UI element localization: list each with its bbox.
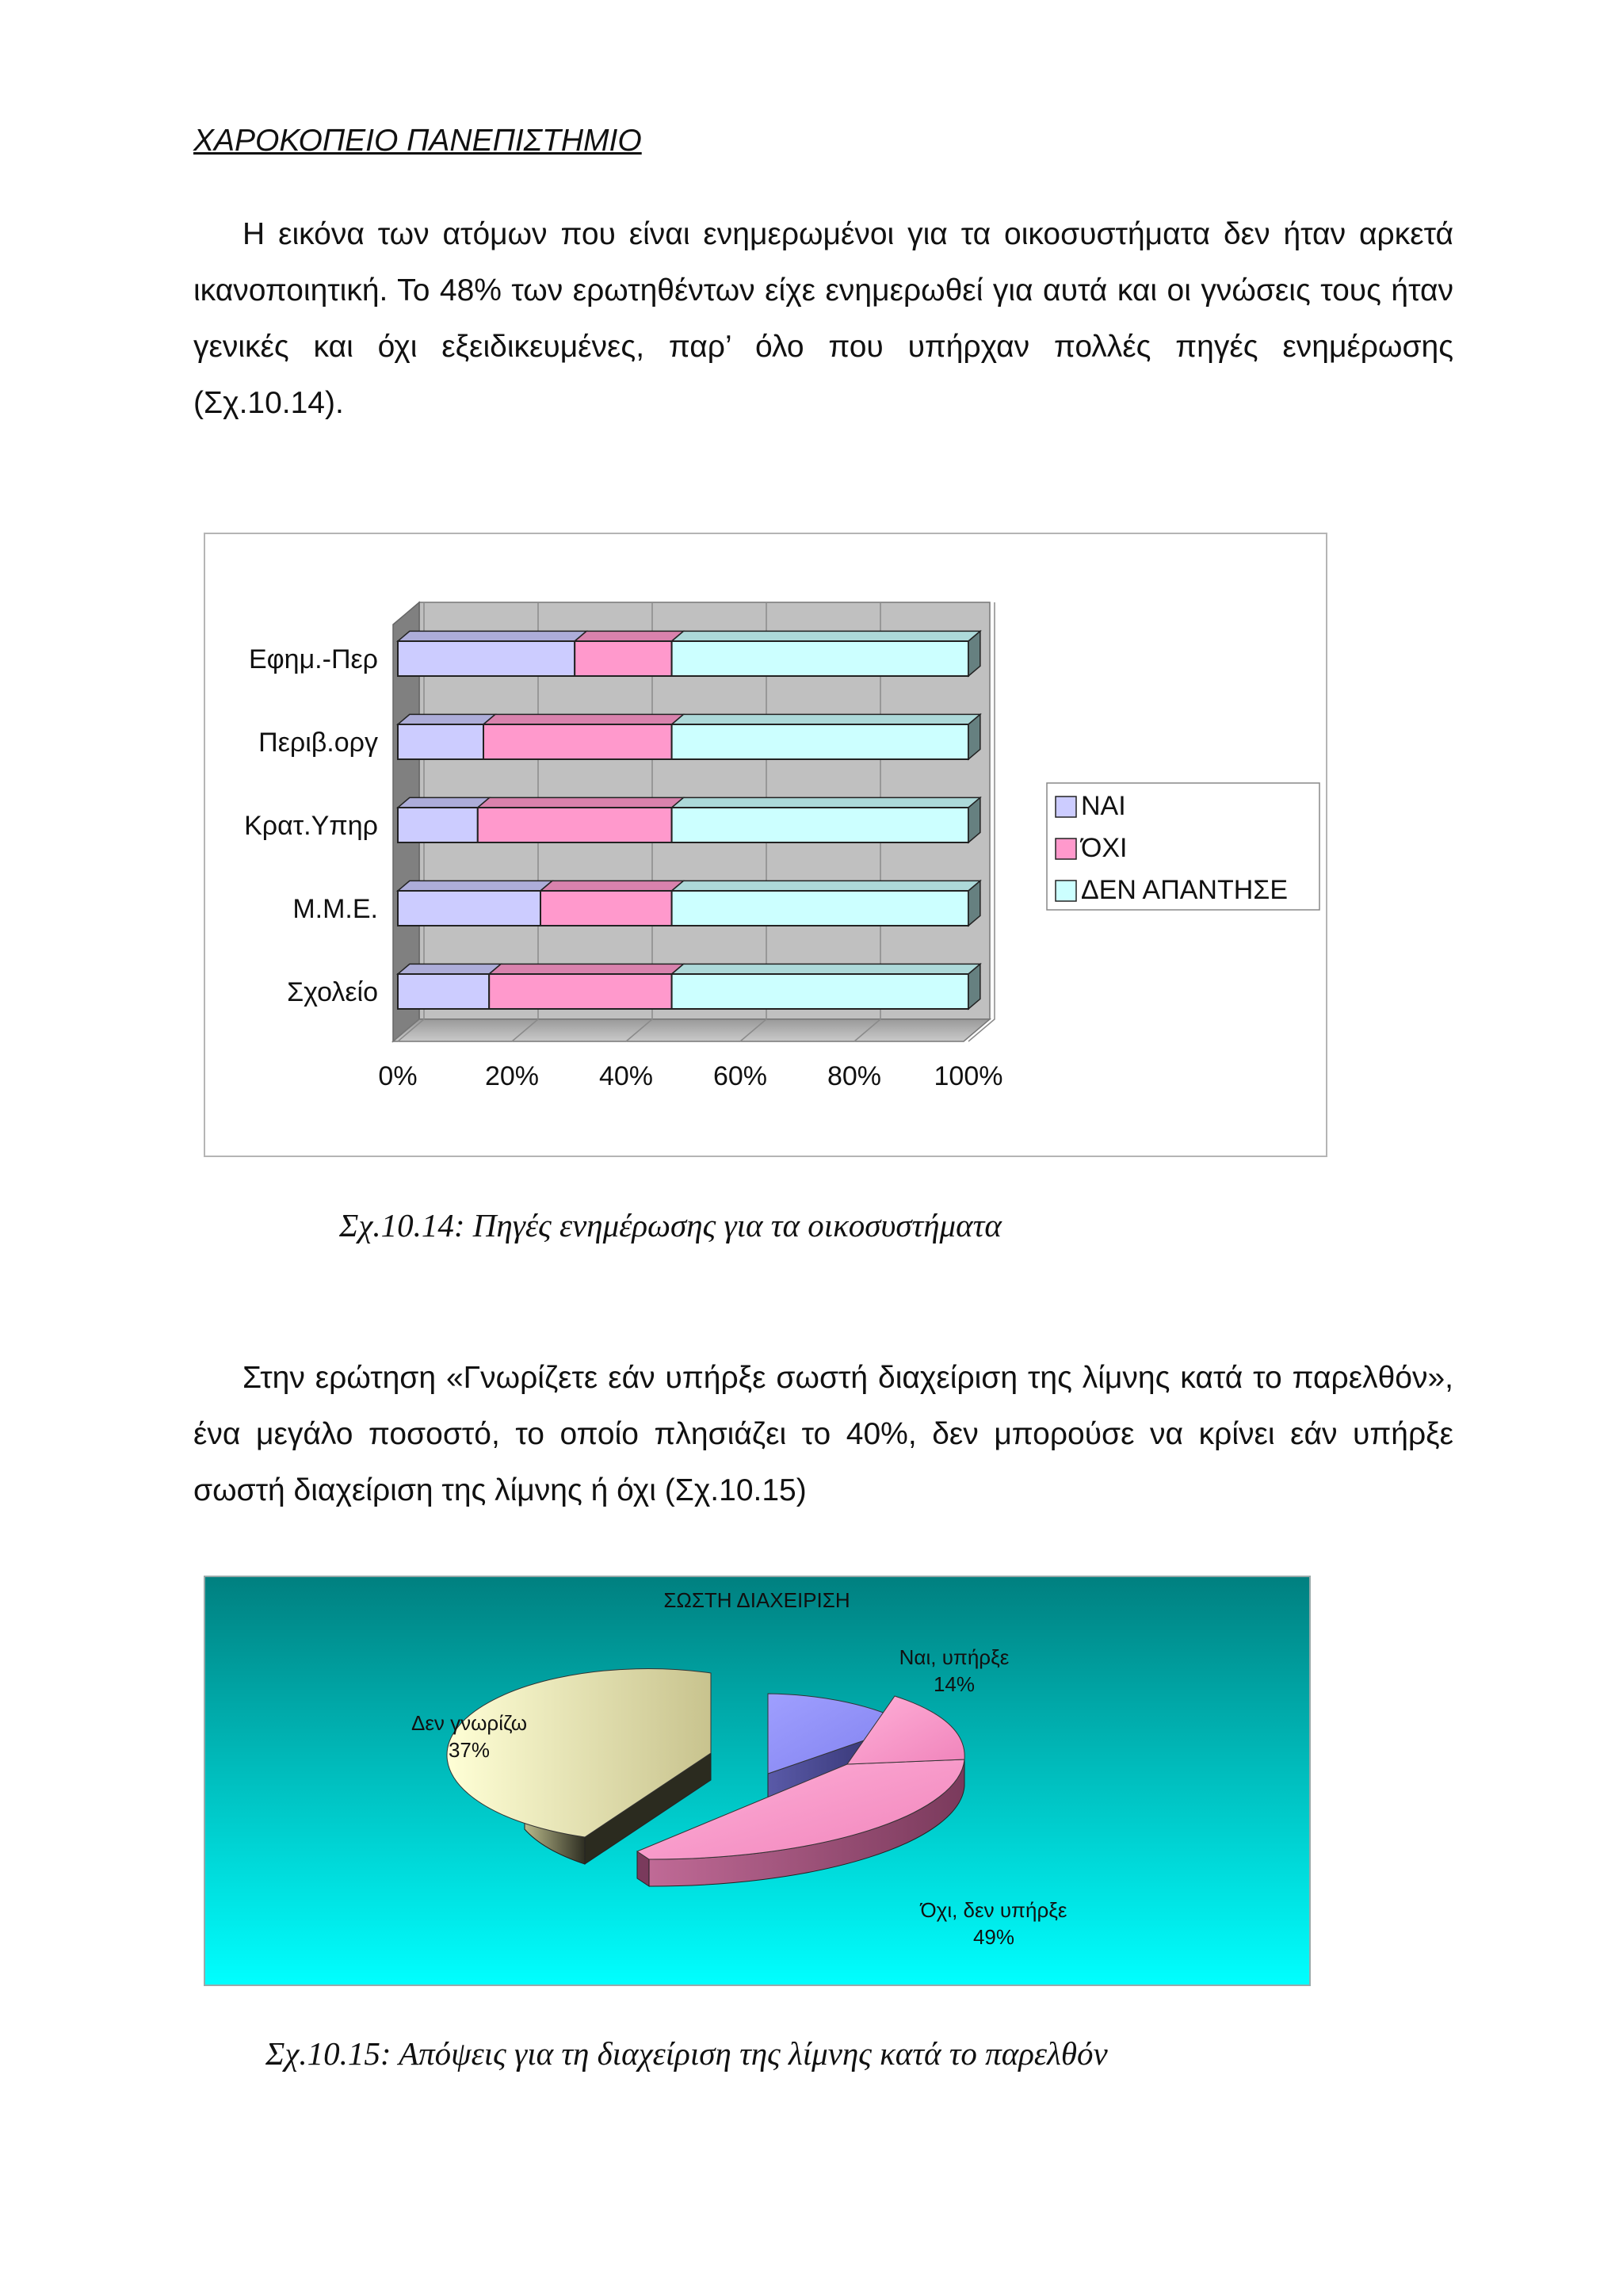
legend-swatch-oxi bbox=[1056, 839, 1076, 859]
bar-segment bbox=[489, 974, 671, 1009]
bar-segment bbox=[398, 974, 489, 1009]
bar-top-face bbox=[672, 797, 980, 808]
bar-top-face bbox=[672, 631, 980, 641]
pie-percent-den-gnorizo: 37% bbox=[448, 1738, 491, 1762]
category-label: Περιβ.οργ bbox=[258, 728, 378, 758]
bar-top-face bbox=[575, 631, 683, 641]
bar-top-face bbox=[398, 881, 552, 891]
bar-top-face bbox=[483, 714, 683, 724]
bar-segment bbox=[483, 724, 672, 759]
x-tick-label: 40% bbox=[598, 1061, 654, 1091]
pie-background bbox=[205, 1577, 1309, 1985]
bar-segment bbox=[672, 808, 968, 842]
bar-segment bbox=[398, 808, 478, 842]
legend-label-den-apantise: ΔΕΝ ΑΠΑΝΤΗΣΕ bbox=[1081, 875, 1288, 905]
bar-segment bbox=[398, 891, 540, 926]
legend-swatch-nai bbox=[1056, 797, 1076, 817]
bar-segment bbox=[575, 641, 671, 676]
bar-top-face bbox=[478, 797, 684, 808]
pie-chart-frame bbox=[204, 1576, 1311, 1986]
bar-top-face bbox=[672, 964, 980, 974]
bar-top-face bbox=[398, 631, 586, 641]
page-header: ΧΑΡΟΚΟΠΕΙΟ ΠΑΝΕΠΙΣΤΗΜΙΟ bbox=[193, 124, 642, 158]
pie-percent-oxi: 49% bbox=[972, 1925, 1015, 1949]
pie-percent-nai: 14% bbox=[933, 1672, 976, 1696]
bar-top-face bbox=[398, 714, 495, 724]
bar-chart bbox=[205, 534, 1326, 1156]
bar-segment bbox=[672, 724, 968, 759]
bar-top-face bbox=[672, 881, 980, 891]
bar-segment bbox=[672, 891, 968, 926]
bar-chart-frame bbox=[204, 533, 1327, 1157]
pie-title: ΣΩΣΤΗ ΔΙΑΧΕΙΡΙΣΗ bbox=[663, 1588, 850, 1612]
bar-segment bbox=[672, 641, 968, 676]
x-tick-label: 100% bbox=[934, 1061, 1003, 1091]
pie-label-den-gnorizo: Δεν γνωρίζω bbox=[411, 1711, 528, 1735]
bar-segment bbox=[398, 641, 575, 676]
bar-top-face bbox=[398, 964, 501, 974]
category-label: Μ.Μ.Ε. bbox=[292, 894, 378, 924]
legend-label-oxi: ΌΧΙ bbox=[1081, 833, 1128, 863]
legend-label-nai: ΝΑΙ bbox=[1081, 791, 1126, 821]
paragraph-1: Η εικόνα των ατόμων που είναι ενημερωμένοι για τα οικοσυστήματα δεν ήταν αρκετά ικανοποιητική. Το 48% των ερωτηθέντων είχε ενημερωθεί για αυτά και οι γνώσεις τους ήταν γενικές και όχι εξειδικευμένες, παρ’ όλο που υπήρχαν πολλές πηγές ενημέρωσης (Σχ.10.14). bbox=[193, 217, 1453, 420]
bar-segment bbox=[478, 808, 672, 842]
bar-top-face bbox=[672, 714, 980, 724]
caption-1: Σχ.10.14: Πηγές ενημέρωσης για τα οικοσυστήματα bbox=[339, 1207, 1002, 1244]
category-label: Σχολείο bbox=[287, 977, 378, 1007]
bar-segment bbox=[540, 891, 672, 926]
chart-floor bbox=[393, 1019, 990, 1041]
legend-swatch-den-apantise bbox=[1056, 881, 1076, 901]
x-tick-label: 20% bbox=[484, 1061, 540, 1091]
caption-2: Σχ.10.15: Απόψεις για τη διαχείριση της λίμνης κατά το παρελθόν bbox=[265, 2035, 1108, 2072]
bar-top-face bbox=[540, 881, 683, 891]
bar-segment bbox=[398, 724, 483, 759]
pie-label-nai: Ναι, υπήρξε bbox=[899, 1645, 1010, 1669]
pie-chart bbox=[205, 1577, 1309, 1985]
bar-segment bbox=[672, 974, 968, 1009]
bar-top-face bbox=[398, 797, 490, 808]
x-tick-label: 0% bbox=[378, 1061, 418, 1091]
category-label: Κρατ.Υπηρ bbox=[244, 811, 378, 841]
x-tick-label: 80% bbox=[827, 1061, 882, 1091]
bar-top-face bbox=[489, 964, 683, 974]
category-label: Εφημ.-Περ bbox=[248, 644, 378, 674]
pie-label-oxi: Όχι, δεν υπήρξε bbox=[920, 1898, 1067, 1922]
chart-legend bbox=[1047, 783, 1319, 910]
x-tick-label: 60% bbox=[712, 1061, 768, 1091]
paragraph-2: Στην ερώτηση «Γνωρίζετε εάν υπήρξε σωστή διαχείριση της λίμνης κατά το παρελθόν», ένα μεγάλο ποσοστό, το οποίο πλησιάζει το 40%, δεν μπορούσε να κρίνει εάν υπήρξε σωστή διαχείριση της λίμνης ή όχι (Σχ.10.15) bbox=[193, 1361, 1453, 1507]
